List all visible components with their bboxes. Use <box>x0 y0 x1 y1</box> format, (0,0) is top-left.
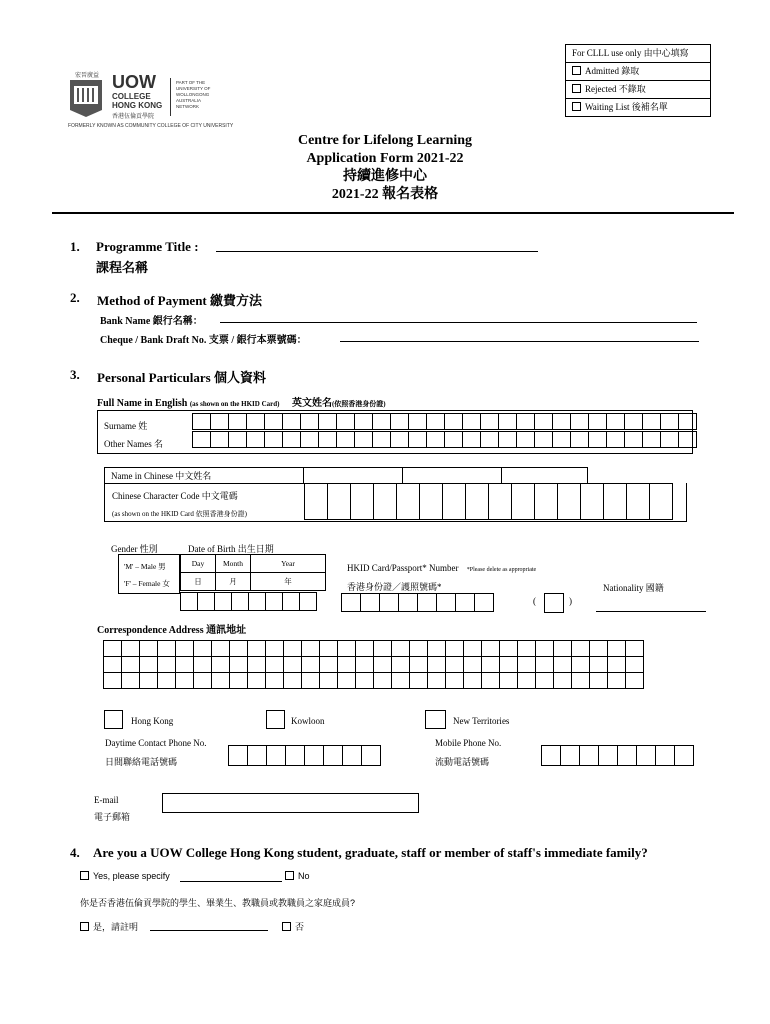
dob-header-table: Day Month Year 日 月 年 <box>180 554 326 591</box>
char-box[interactable] <box>283 593 300 611</box>
char-box[interactable] <box>410 657 428 673</box>
char-box[interactable] <box>361 594 380 612</box>
char-box[interactable] <box>320 657 338 673</box>
rejected-option[interactable]: Rejected 不錄取 <box>566 80 710 98</box>
char-box[interactable] <box>517 432 535 448</box>
char-box[interactable] <box>410 673 428 689</box>
char-box[interactable] <box>637 746 656 766</box>
char-box[interactable] <box>409 432 427 448</box>
char-box[interactable] <box>553 432 571 448</box>
char-box[interactable] <box>230 673 248 689</box>
header-rule <box>52 212 734 214</box>
checkbox-icon[interactable] <box>572 66 581 75</box>
yes-specify-field-zh[interactable] <box>150 930 268 931</box>
daytime-phone-label: Daytime Contact Phone No. <box>105 738 207 748</box>
char-box[interactable] <box>391 432 409 448</box>
char-box[interactable] <box>374 641 392 657</box>
char-box[interactable] <box>122 673 140 689</box>
char-box[interactable] <box>248 641 266 657</box>
char-box[interactable] <box>580 746 599 766</box>
char-box[interactable] <box>248 673 266 689</box>
checkbox-icon[interactable] <box>80 871 89 880</box>
char-box[interactable] <box>266 641 284 657</box>
email-field[interactable] <box>162 793 419 813</box>
char-box[interactable] <box>482 641 500 657</box>
char-box[interactable] <box>643 432 661 448</box>
hkid-label: HKID Card/Passport* Number *Please delete as appropriate <box>347 563 537 573</box>
char-box[interactable] <box>482 673 500 689</box>
char-box[interactable] <box>481 432 499 448</box>
check-digit-close-paren: ) <box>569 596 572 606</box>
char-box[interactable] <box>456 594 475 612</box>
char-box[interactable] <box>445 414 463 430</box>
section-4-number: 4. <box>70 845 80 860</box>
chinese-code-label: Chinese Character Code 中文電碼 <box>112 491 238 501</box>
char-box[interactable] <box>536 641 554 657</box>
section-4-question: Are you a UOW College Hong Kong student, graduate, staff or member of staff's immediate family? <box>93 845 648 860</box>
char-box[interactable] <box>679 432 697 448</box>
char-box[interactable] <box>446 657 464 673</box>
char-box[interactable] <box>211 414 229 430</box>
char-box[interactable] <box>230 641 248 657</box>
checkbox-icon[interactable] <box>572 84 581 93</box>
crest-text: 宏晉廣益 <box>74 73 99 79</box>
char-box[interactable] <box>607 414 625 430</box>
char-box[interactable] <box>679 414 697 430</box>
char-box[interactable] <box>215 593 232 611</box>
char-box[interactable] <box>518 673 536 689</box>
admitted-option[interactable]: Admitted 錄取 <box>566 62 710 80</box>
char-box[interactable] <box>500 657 518 673</box>
char-box[interactable] <box>211 432 229 448</box>
personal-particulars-label: Personal Particulars 個人資料 <box>97 370 266 385</box>
char-box[interactable] <box>355 414 373 430</box>
char-box[interactable] <box>391 414 409 430</box>
kowloon-checkbox[interactable] <box>266 710 285 729</box>
char-box[interactable] <box>608 673 626 689</box>
chinese-code-grid[interactable] <box>304 483 673 520</box>
char-box[interactable] <box>608 657 626 673</box>
section-2-number: 2. <box>70 290 80 305</box>
char-box[interactable] <box>500 641 518 657</box>
header-line-3: 持續進修中心 <box>343 169 427 184</box>
char-box[interactable] <box>590 641 608 657</box>
char-box[interactable] <box>607 432 625 448</box>
char-box[interactable] <box>337 432 355 448</box>
payment-method-label: Method of Payment 繳費方法 <box>97 293 263 308</box>
char-box[interactable] <box>374 657 392 673</box>
char-box[interactable] <box>374 673 392 689</box>
logo-network-text: PART OF THE UNIVERSITY OF WOLLONGONG AUSTRALIA NETWORK <box>176 80 211 109</box>
char-box[interactable] <box>392 641 410 657</box>
char-box[interactable] <box>140 641 158 657</box>
char-box[interactable] <box>599 746 618 766</box>
char-box[interactable] <box>618 746 637 766</box>
char-box[interactable] <box>265 414 283 430</box>
mobile-phone-grid[interactable] <box>541 745 694 766</box>
char-box[interactable] <box>249 593 266 611</box>
char-box[interactable] <box>554 657 572 673</box>
char-box[interactable] <box>266 657 284 673</box>
char-box[interactable] <box>572 673 590 689</box>
char-box[interactable] <box>554 673 572 689</box>
char-box[interactable] <box>212 641 230 657</box>
waiting-list-option[interactable]: Waiting List 後補名單 <box>566 98 710 116</box>
char-box[interactable] <box>561 746 580 766</box>
char-box[interactable] <box>581 484 604 520</box>
char-box[interactable] <box>608 641 626 657</box>
char-box[interactable] <box>158 657 176 673</box>
other-names-label: Other Names 名 <box>104 439 163 449</box>
char-box[interactable] <box>518 657 536 673</box>
section-4-question-zh: 你是否香港伍倫貢學院的學生、畢業生、教職員或教職員之家庭成員? <box>80 898 356 908</box>
char-box[interactable] <box>466 484 489 520</box>
surname-label: Surname 姓 <box>104 421 148 431</box>
char-box[interactable] <box>572 657 590 673</box>
char-box[interactable] <box>428 673 446 689</box>
char-box[interactable] <box>428 641 446 657</box>
daytime-phone-grid[interactable] <box>228 745 381 766</box>
char-box[interactable] <box>351 484 374 520</box>
char-box[interactable] <box>104 641 122 657</box>
char-box[interactable] <box>499 414 517 430</box>
char-box[interactable] <box>319 432 337 448</box>
char-box[interactable] <box>542 746 561 766</box>
char-box[interactable] <box>518 641 536 657</box>
gender-label: Gender 性別 <box>111 544 158 554</box>
char-box[interactable] <box>302 657 320 673</box>
char-box[interactable] <box>248 746 267 766</box>
char-box[interactable] <box>284 657 302 673</box>
char-box[interactable] <box>443 484 466 520</box>
no-option-zh[interactable]: 否 <box>282 920 304 933</box>
char-box[interactable] <box>140 657 158 673</box>
bank-name-field[interactable] <box>220 322 697 323</box>
char-box[interactable] <box>158 641 176 657</box>
char-box[interactable] <box>571 432 589 448</box>
char-box[interactable] <box>627 484 650 520</box>
char-box[interactable] <box>499 432 517 448</box>
section-3-number: 3. <box>70 367 80 382</box>
char-box[interactable] <box>464 657 482 673</box>
char-box[interactable] <box>301 432 319 448</box>
char-box[interactable] <box>194 673 212 689</box>
char-box[interactable] <box>373 414 391 430</box>
programme-title-field[interactable] <box>216 251 538 252</box>
char-box[interactable] <box>661 432 679 448</box>
char-box[interactable] <box>656 746 675 766</box>
char-box[interactable] <box>536 673 554 689</box>
char-box[interactable] <box>427 414 445 430</box>
char-box[interactable] <box>193 432 211 448</box>
char-box[interactable] <box>410 641 428 657</box>
char-box[interactable] <box>176 657 194 673</box>
chinese-name-table: Name in Chinese 中文姓名 <box>104 467 588 484</box>
char-box[interactable] <box>302 673 320 689</box>
char-box[interactable] <box>320 673 338 689</box>
daytime-phone-label-zh: 日間聯絡電話號碼 <box>105 757 178 767</box>
char-box[interactable] <box>626 657 644 673</box>
char-box[interactable] <box>517 414 535 430</box>
char-box[interactable] <box>512 484 535 520</box>
checkbox-icon[interactable] <box>282 922 291 931</box>
char-box[interactable] <box>437 594 456 612</box>
address-label: Correspondence Address 通訊地址 <box>97 625 247 636</box>
char-box[interactable] <box>324 746 343 766</box>
char-box[interactable] <box>445 432 463 448</box>
char-box[interactable] <box>247 432 265 448</box>
char-box[interactable] <box>356 641 374 657</box>
char-box[interactable] <box>535 484 558 520</box>
char-box[interactable] <box>428 657 446 673</box>
logo-hong-kong: HONG KONG <box>112 101 163 110</box>
yes-option[interactable]: Yes, please specify <box>80 871 170 881</box>
char-box[interactable] <box>212 673 230 689</box>
char-box[interactable] <box>374 484 397 520</box>
char-box[interactable] <box>355 432 373 448</box>
char-box[interactable] <box>248 657 266 673</box>
char-box[interactable] <box>320 641 338 657</box>
char-box[interactable] <box>571 414 589 430</box>
char-box[interactable] <box>337 414 355 430</box>
logo-college: COLLEGE <box>112 92 151 101</box>
surname-grid[interactable] <box>192 413 697 430</box>
char-box[interactable] <box>265 432 283 448</box>
char-box[interactable] <box>338 641 356 657</box>
char-box[interactable] <box>284 641 302 657</box>
char-box[interactable] <box>626 641 644 657</box>
char-box[interactable] <box>343 746 362 766</box>
header-line-4: 2021-22 報名表格 <box>331 187 439 202</box>
female-option: 'F' – Female 女 <box>124 579 170 588</box>
char-box[interactable] <box>625 432 643 448</box>
char-box[interactable] <box>572 641 590 657</box>
char-box[interactable] <box>643 414 661 430</box>
char-box[interactable] <box>535 432 553 448</box>
char-box[interactable] <box>554 641 572 657</box>
header-line-2: Application Form 2021-22 <box>306 151 464 166</box>
char-box[interactable] <box>230 657 248 673</box>
char-box[interactable] <box>446 673 464 689</box>
char-box[interactable] <box>212 657 230 673</box>
email-label-zh: 電子郵箱 <box>94 812 131 822</box>
kowloon-label: Kowloon <box>291 716 325 726</box>
mobile-phone-label: Mobile Phone No. <box>435 738 502 748</box>
char-box[interactable] <box>104 673 122 689</box>
checkbox-icon[interactable] <box>572 102 581 111</box>
logo-chinese: 香港伍倫貢學院 <box>112 114 155 120</box>
char-box[interactable] <box>464 641 482 657</box>
char-box[interactable] <box>590 657 608 673</box>
char-box[interactable] <box>300 593 317 611</box>
hkid-check-digit-box[interactable] <box>544 593 564 613</box>
char-box[interactable] <box>286 746 305 766</box>
no-option[interactable]: No <box>285 871 310 881</box>
char-box[interactable] <box>267 746 286 766</box>
char-box[interactable] <box>661 414 679 430</box>
char-box[interactable] <box>194 641 212 657</box>
yes-specify-field[interactable] <box>180 881 282 882</box>
char-box[interactable] <box>176 641 194 657</box>
checkbox-icon[interactable] <box>80 922 89 931</box>
char-box[interactable] <box>283 432 301 448</box>
char-box[interactable] <box>104 657 122 673</box>
email-label: E-mail <box>94 795 119 805</box>
char-box[interactable] <box>463 414 481 430</box>
char-box[interactable] <box>247 414 265 430</box>
char-box[interactable] <box>500 673 518 689</box>
programme-title-label-zh: 課程名稱 <box>96 260 149 275</box>
char-box[interactable] <box>650 484 673 520</box>
char-box[interactable] <box>266 593 283 611</box>
char-box[interactable] <box>193 414 211 430</box>
char-box[interactable] <box>392 657 410 673</box>
new-territories-label: New Territories <box>453 716 510 726</box>
char-box[interactable] <box>140 673 158 689</box>
section-1-number: 1. <box>70 239 80 254</box>
bank-name-label: Bank Name 銀行名稱： <box>100 316 203 327</box>
hong-kong-label: Hong Kong <box>131 716 174 726</box>
char-box[interactable] <box>604 484 627 520</box>
char-box[interactable] <box>181 593 198 611</box>
char-box[interactable] <box>305 746 324 766</box>
char-box[interactable] <box>356 657 374 673</box>
char-box[interactable] <box>122 657 140 673</box>
char-box[interactable] <box>283 414 301 430</box>
male-option: 'M' – Male 男 <box>124 562 166 571</box>
char-box[interactable] <box>362 746 381 766</box>
office-use-box <box>565 44 711 117</box>
char-box[interactable] <box>409 414 427 430</box>
char-box[interactable] <box>302 641 320 657</box>
office-use-title: For CLLL use only 由中心填寫 <box>572 48 689 58</box>
hkid-label-zh: 香港身份證／護照號碼* <box>347 582 442 592</box>
cheque-label: Cheque / Bank Draft No. 支票 / 銀行本票號碼： <box>100 335 307 346</box>
other-names-grid[interactable] <box>192 431 697 448</box>
char-box[interactable] <box>558 484 581 520</box>
char-box[interactable] <box>625 414 643 430</box>
char-box[interactable] <box>305 484 328 520</box>
nationality-field[interactable] <box>596 611 706 612</box>
char-box[interactable] <box>482 657 500 673</box>
hong-kong-checkbox[interactable] <box>104 710 123 729</box>
char-box[interactable] <box>399 594 418 612</box>
char-box[interactable] <box>198 593 215 611</box>
header-line-1: Centre for Lifelong Learning <box>297 133 473 148</box>
char-box[interactable] <box>319 414 337 430</box>
chinese-code-note: (as shown on the HKID Card 依照香港身份證) <box>112 510 247 518</box>
logo-uow: UOW <box>112 72 156 92</box>
char-box[interactable] <box>589 414 607 430</box>
char-box[interactable] <box>342 594 361 612</box>
mobile-phone-label-zh: 流動電話號碼 <box>435 757 490 767</box>
check-digit-open-paren: ( <box>533 596 536 606</box>
address-grid[interactable] <box>103 640 644 689</box>
cheque-field[interactable] <box>340 341 699 342</box>
logo-formerly: FORMERLY KNOWN AS COMMUNITY COLLEGE OF CITY UNIVERSITY <box>68 123 234 129</box>
dob-label: Date of Birth 出生日期 <box>188 544 274 554</box>
logo-divider <box>170 78 171 116</box>
char-box[interactable] <box>446 641 464 657</box>
char-box[interactable] <box>475 594 494 612</box>
yes-option-zh[interactable]: 是，請註明 <box>80 920 138 933</box>
char-box[interactable] <box>626 673 644 689</box>
hkid-grid[interactable] <box>341 593 494 612</box>
char-box[interactable] <box>675 746 694 766</box>
char-box[interactable] <box>158 673 176 689</box>
char-box[interactable] <box>176 673 194 689</box>
checkbox-icon[interactable] <box>285 871 294 880</box>
gender-dob-grid[interactable] <box>180 592 317 611</box>
char-box[interactable] <box>535 414 553 430</box>
char-box[interactable] <box>553 414 571 430</box>
char-box[interactable] <box>464 673 482 689</box>
char-box[interactable] <box>418 594 437 612</box>
full-name-label: Full Name in English (as shown on the HKID Card) 英文姓名(依照香港身份證) <box>97 398 386 409</box>
char-box[interactable] <box>536 657 554 673</box>
char-box[interactable] <box>194 657 212 673</box>
char-box[interactable] <box>284 673 302 689</box>
char-box[interactable] <box>301 414 319 430</box>
char-box[interactable] <box>122 641 140 657</box>
char-box[interactable] <box>392 673 410 689</box>
char-box[interactable] <box>356 673 374 689</box>
char-box[interactable] <box>427 432 445 448</box>
char-box[interactable] <box>589 432 607 448</box>
char-box[interactable] <box>373 432 391 448</box>
char-box[interactable] <box>232 593 249 611</box>
char-box[interactable] <box>380 594 399 612</box>
nationality-label: Nationality 國籍 <box>603 583 664 593</box>
char-box[interactable] <box>397 484 420 520</box>
new-territories-checkbox[interactable] <box>425 710 446 729</box>
char-box[interactable] <box>463 432 481 448</box>
char-box[interactable] <box>229 414 247 430</box>
char-box[interactable] <box>338 673 356 689</box>
char-box[interactable] <box>489 484 512 520</box>
char-box[interactable] <box>338 657 356 673</box>
char-box[interactable] <box>328 484 351 520</box>
char-box[interactable] <box>229 432 247 448</box>
char-box[interactable] <box>229 746 248 766</box>
char-box[interactable] <box>590 673 608 689</box>
char-box[interactable] <box>420 484 443 520</box>
char-box[interactable] <box>266 673 284 689</box>
programme-title-label: Programme Title : <box>96 239 199 254</box>
char-box[interactable] <box>481 414 499 430</box>
